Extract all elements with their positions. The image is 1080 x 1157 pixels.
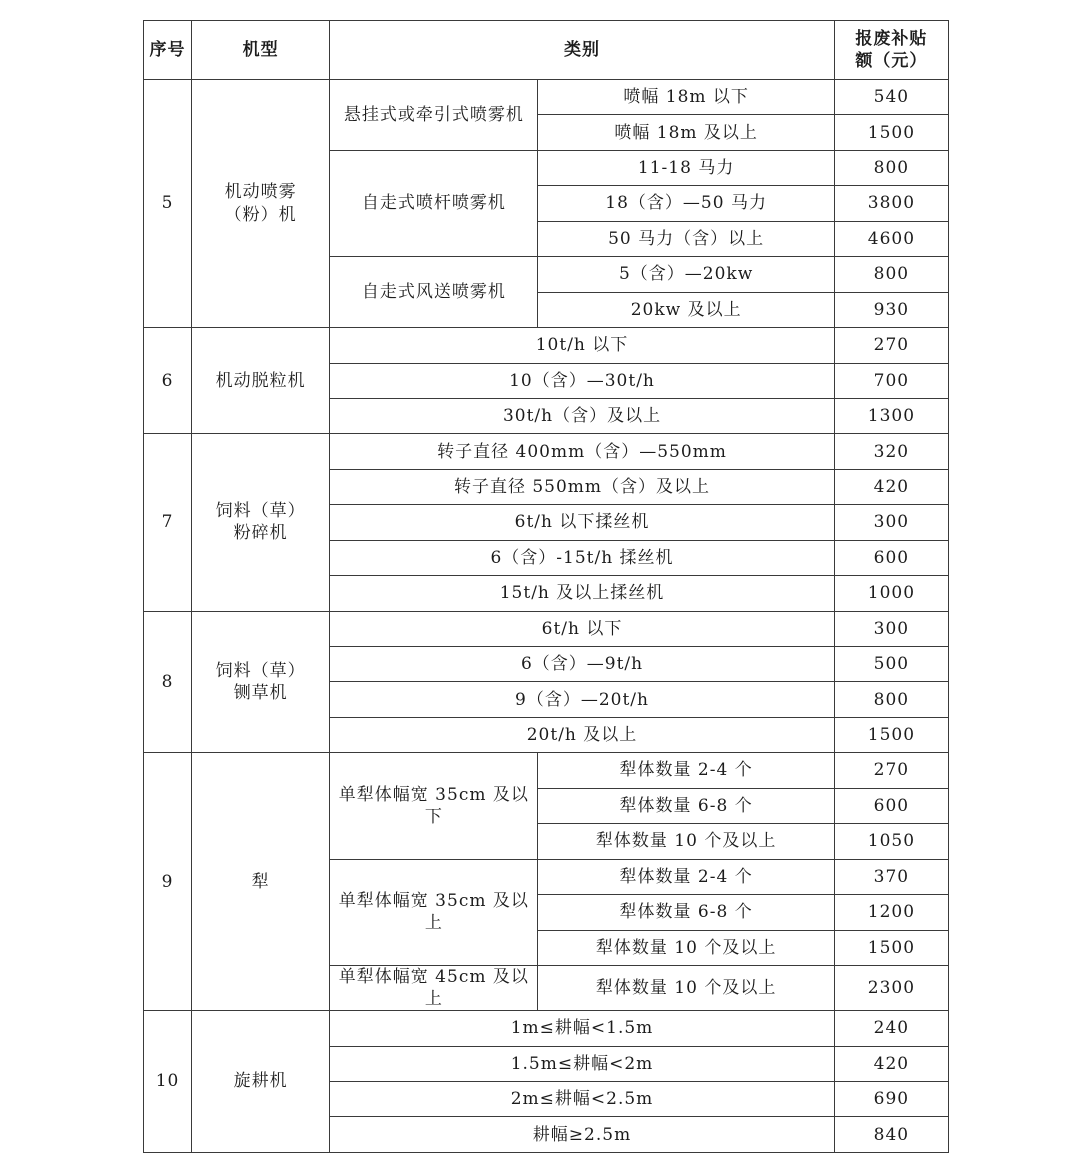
amount-cell: 300 xyxy=(834,611,948,646)
amount-cell: 600 xyxy=(834,540,948,575)
spec-cell: 1m≤耕幅<1.5m xyxy=(330,1011,835,1046)
amount-cell: 800 xyxy=(834,682,948,717)
amount-cell: 930 xyxy=(834,292,948,327)
amount-cell: 1050 xyxy=(834,824,948,859)
amount-cell: 420 xyxy=(834,1046,948,1081)
amount-cell: 4600 xyxy=(834,221,948,256)
spec-cell: 犁体数量 10 个及以上 xyxy=(538,965,834,1010)
machine-name-line: 粉碎机 xyxy=(233,523,288,544)
group-number: 10 xyxy=(144,1011,192,1153)
header-machine: 机型 xyxy=(192,21,330,80)
amount-cell: 540 xyxy=(834,80,948,115)
subcategory-label: 单犁体幅宽 35cm 及以下 xyxy=(330,753,538,859)
machine-name xyxy=(192,611,330,753)
machine-name-line: 铡草机 xyxy=(233,682,288,703)
machine-name xyxy=(192,434,330,611)
amount-cell: 840 xyxy=(834,1117,948,1152)
machine-name-line: 饲料（草） xyxy=(215,660,306,681)
header-amount xyxy=(834,21,948,80)
group-number: 5 xyxy=(144,80,192,328)
table-row xyxy=(144,328,949,363)
subcategory-label: 自走式风送喷雾机 xyxy=(330,257,538,328)
spec-cell: 犁体数量 6-8 个 xyxy=(538,895,834,930)
amount-cell: 370 xyxy=(834,859,948,894)
spec-cell: 6（含）-15t/h 揉丝机 xyxy=(330,540,835,575)
spec-cell: 6（含）—9t/h xyxy=(330,647,835,682)
amount-cell: 420 xyxy=(834,469,948,504)
spec-cell: 犁体数量 2-4 个 xyxy=(538,753,834,788)
spec-cell: 犁体数量 10 个及以上 xyxy=(538,930,834,965)
group-number: 8 xyxy=(144,611,192,753)
amount-cell: 800 xyxy=(834,257,948,292)
spec-cell: 转子直径 550mm（含）及以上 xyxy=(330,469,835,504)
spec-cell: 20t/h 及以上 xyxy=(330,717,835,752)
table-header xyxy=(144,21,949,80)
amount-cell: 1500 xyxy=(834,717,948,752)
spec-cell: 10t/h 以下 xyxy=(330,328,835,363)
spec-cell: 1.5m≤耕幅<2m xyxy=(330,1046,835,1081)
table-body xyxy=(144,80,949,1153)
amount-cell: 270 xyxy=(834,328,948,363)
spec-cell: 9（含）—20t/h xyxy=(330,682,835,717)
subsidy-table xyxy=(143,20,949,1153)
spec-cell: 犁体数量 6-8 个 xyxy=(538,788,834,823)
table-row xyxy=(144,1011,949,1046)
spec-cell: 转子直径 400mm（含）—550mm xyxy=(330,434,835,469)
spec-cell: 5（含）—20kw xyxy=(538,257,834,292)
amount-cell: 690 xyxy=(834,1082,948,1117)
amount-cell: 270 xyxy=(834,753,948,788)
spec-cell: 2m≤耕幅<2.5m xyxy=(330,1082,835,1117)
header-amount-line2: 额（元） xyxy=(855,51,928,71)
amount-cell: 240 xyxy=(834,1011,948,1046)
header-no: 序号 xyxy=(144,21,192,80)
amount-cell: 500 xyxy=(834,647,948,682)
header-amount-line1: 报废补贴 xyxy=(855,28,928,49)
machine-name-line: 机动喷雾 xyxy=(224,182,297,203)
spec-cell: 15t/h 及以上揉丝机 xyxy=(330,576,835,611)
subcategory-label: 单犁体幅宽 35cm 及以上 xyxy=(330,859,538,965)
amount-cell: 2300 xyxy=(834,965,948,1010)
machine-name xyxy=(192,1011,330,1153)
amount-cell: 1000 xyxy=(834,576,948,611)
spec-cell: 11-18 马力 xyxy=(538,150,834,185)
spec-cell: 耕幅≥2.5m xyxy=(330,1117,835,1152)
group-number: 6 xyxy=(144,328,192,434)
spec-cell: 30t/h（含）及以上 xyxy=(330,398,835,433)
subcategory-label: 单犁体幅宽 45cm 及以上 xyxy=(330,965,538,1010)
machine-name xyxy=(192,328,330,434)
spec-cell: 20kw 及以上 xyxy=(538,292,834,327)
spec-cell: 犁体数量 10 个及以上 xyxy=(538,824,834,859)
amount-cell: 1500 xyxy=(834,930,948,965)
amount-cell: 1500 xyxy=(834,115,948,150)
table-row xyxy=(144,80,949,115)
spec-cell: 18（含）—50 马力 xyxy=(538,186,834,221)
machine-name xyxy=(192,753,330,1011)
amount-cell: 300 xyxy=(834,505,948,540)
table-row xyxy=(144,753,949,788)
spec-cell: 喷幅 18m 以下 xyxy=(538,80,834,115)
spec-cell: 6t/h 以下 xyxy=(330,611,835,646)
amount-cell: 800 xyxy=(834,150,948,185)
amount-cell: 1200 xyxy=(834,895,948,930)
machine-name-line: 犁 xyxy=(251,871,270,892)
spec-cell: 喷幅 18m 及以上 xyxy=(538,115,834,150)
machine-name-line: 饲料（草） xyxy=(215,501,306,522)
subcategory-label: 悬挂式或牵引式喷雾机 xyxy=(330,80,538,151)
machine-name-line: 旋耕机 xyxy=(233,1071,288,1092)
group-number: 9 xyxy=(144,753,192,1011)
amount-cell: 600 xyxy=(834,788,948,823)
amount-cell: 320 xyxy=(834,434,948,469)
machine-name-line: （粉）机 xyxy=(224,204,297,225)
group-number: 7 xyxy=(144,434,192,611)
spec-cell: 50 马力（含）以上 xyxy=(538,221,834,256)
spec-cell: 犁体数量 2-4 个 xyxy=(538,859,834,894)
header-category: 类别 xyxy=(330,21,835,80)
spec-cell: 10（含）—30t/h xyxy=(330,363,835,398)
amount-cell: 3800 xyxy=(834,186,948,221)
table-row xyxy=(144,611,949,646)
machine-name xyxy=(192,80,330,328)
amount-cell: 1300 xyxy=(834,398,948,433)
spec-cell: 6t/h 以下揉丝机 xyxy=(330,505,835,540)
table-row xyxy=(144,434,949,469)
amount-cell: 700 xyxy=(834,363,948,398)
subcategory-label: 自走式喷杆喷雾机 xyxy=(330,150,538,256)
machine-name-line: 机动脱粒机 xyxy=(215,370,306,391)
header-row xyxy=(144,21,949,80)
